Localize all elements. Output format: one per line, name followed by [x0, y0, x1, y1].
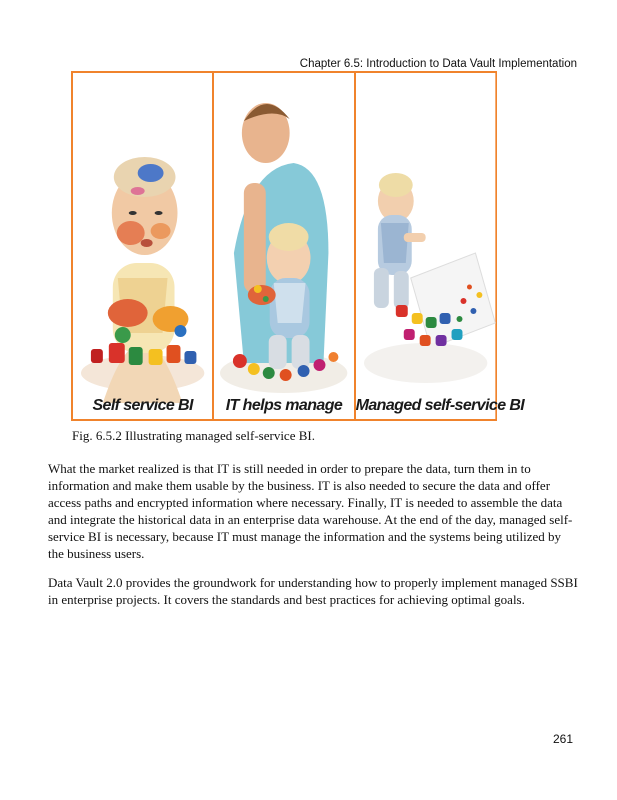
panel-label-it-helps: IT helps manage [225, 397, 343, 414]
child-painting-illustration [73, 73, 212, 419]
child-with-paints-illustration [355, 73, 525, 419]
panel-managed [354, 73, 525, 419]
panel-self-service [73, 73, 212, 419]
panel-it-helps [212, 73, 353, 419]
page-number: 261 [552, 732, 573, 746]
figure-panel-strip [71, 71, 525, 421]
panel-label-self-service: Self service BI [92, 397, 193, 414]
figure-caption: Fig. 6.5.2 Illustrating managed self-service BI. [72, 428, 315, 443]
chapter-header: Chapter 6.5: Introduction to Data Vault Implementation [299, 58, 577, 70]
paragraph-1: What the market realized is that IT is still needed in order to prepare the data, turn them in to information and make them usable by the business. IT is also needed to secure the data and offer access paths and encrypted information where necessary. Finally, IT is needed to assemble the data and integrate the historical data in an enterprise data warehouse. At the end of the day, managed self-service BI is necessary, because IT must manage the information and the systems being utilized by the business users. [48, 461, 573, 561]
panel-label-managed: Managed self-service BI [355, 397, 525, 414]
paragraph-2: Data Vault 2.0 provides the groundwork for understanding how to properly implement managed SSBI in enterprise projects. It covers the standards and best practices for achieving optimal goals. [48, 575, 578, 607]
adult-and-child-illustration [214, 73, 353, 419]
